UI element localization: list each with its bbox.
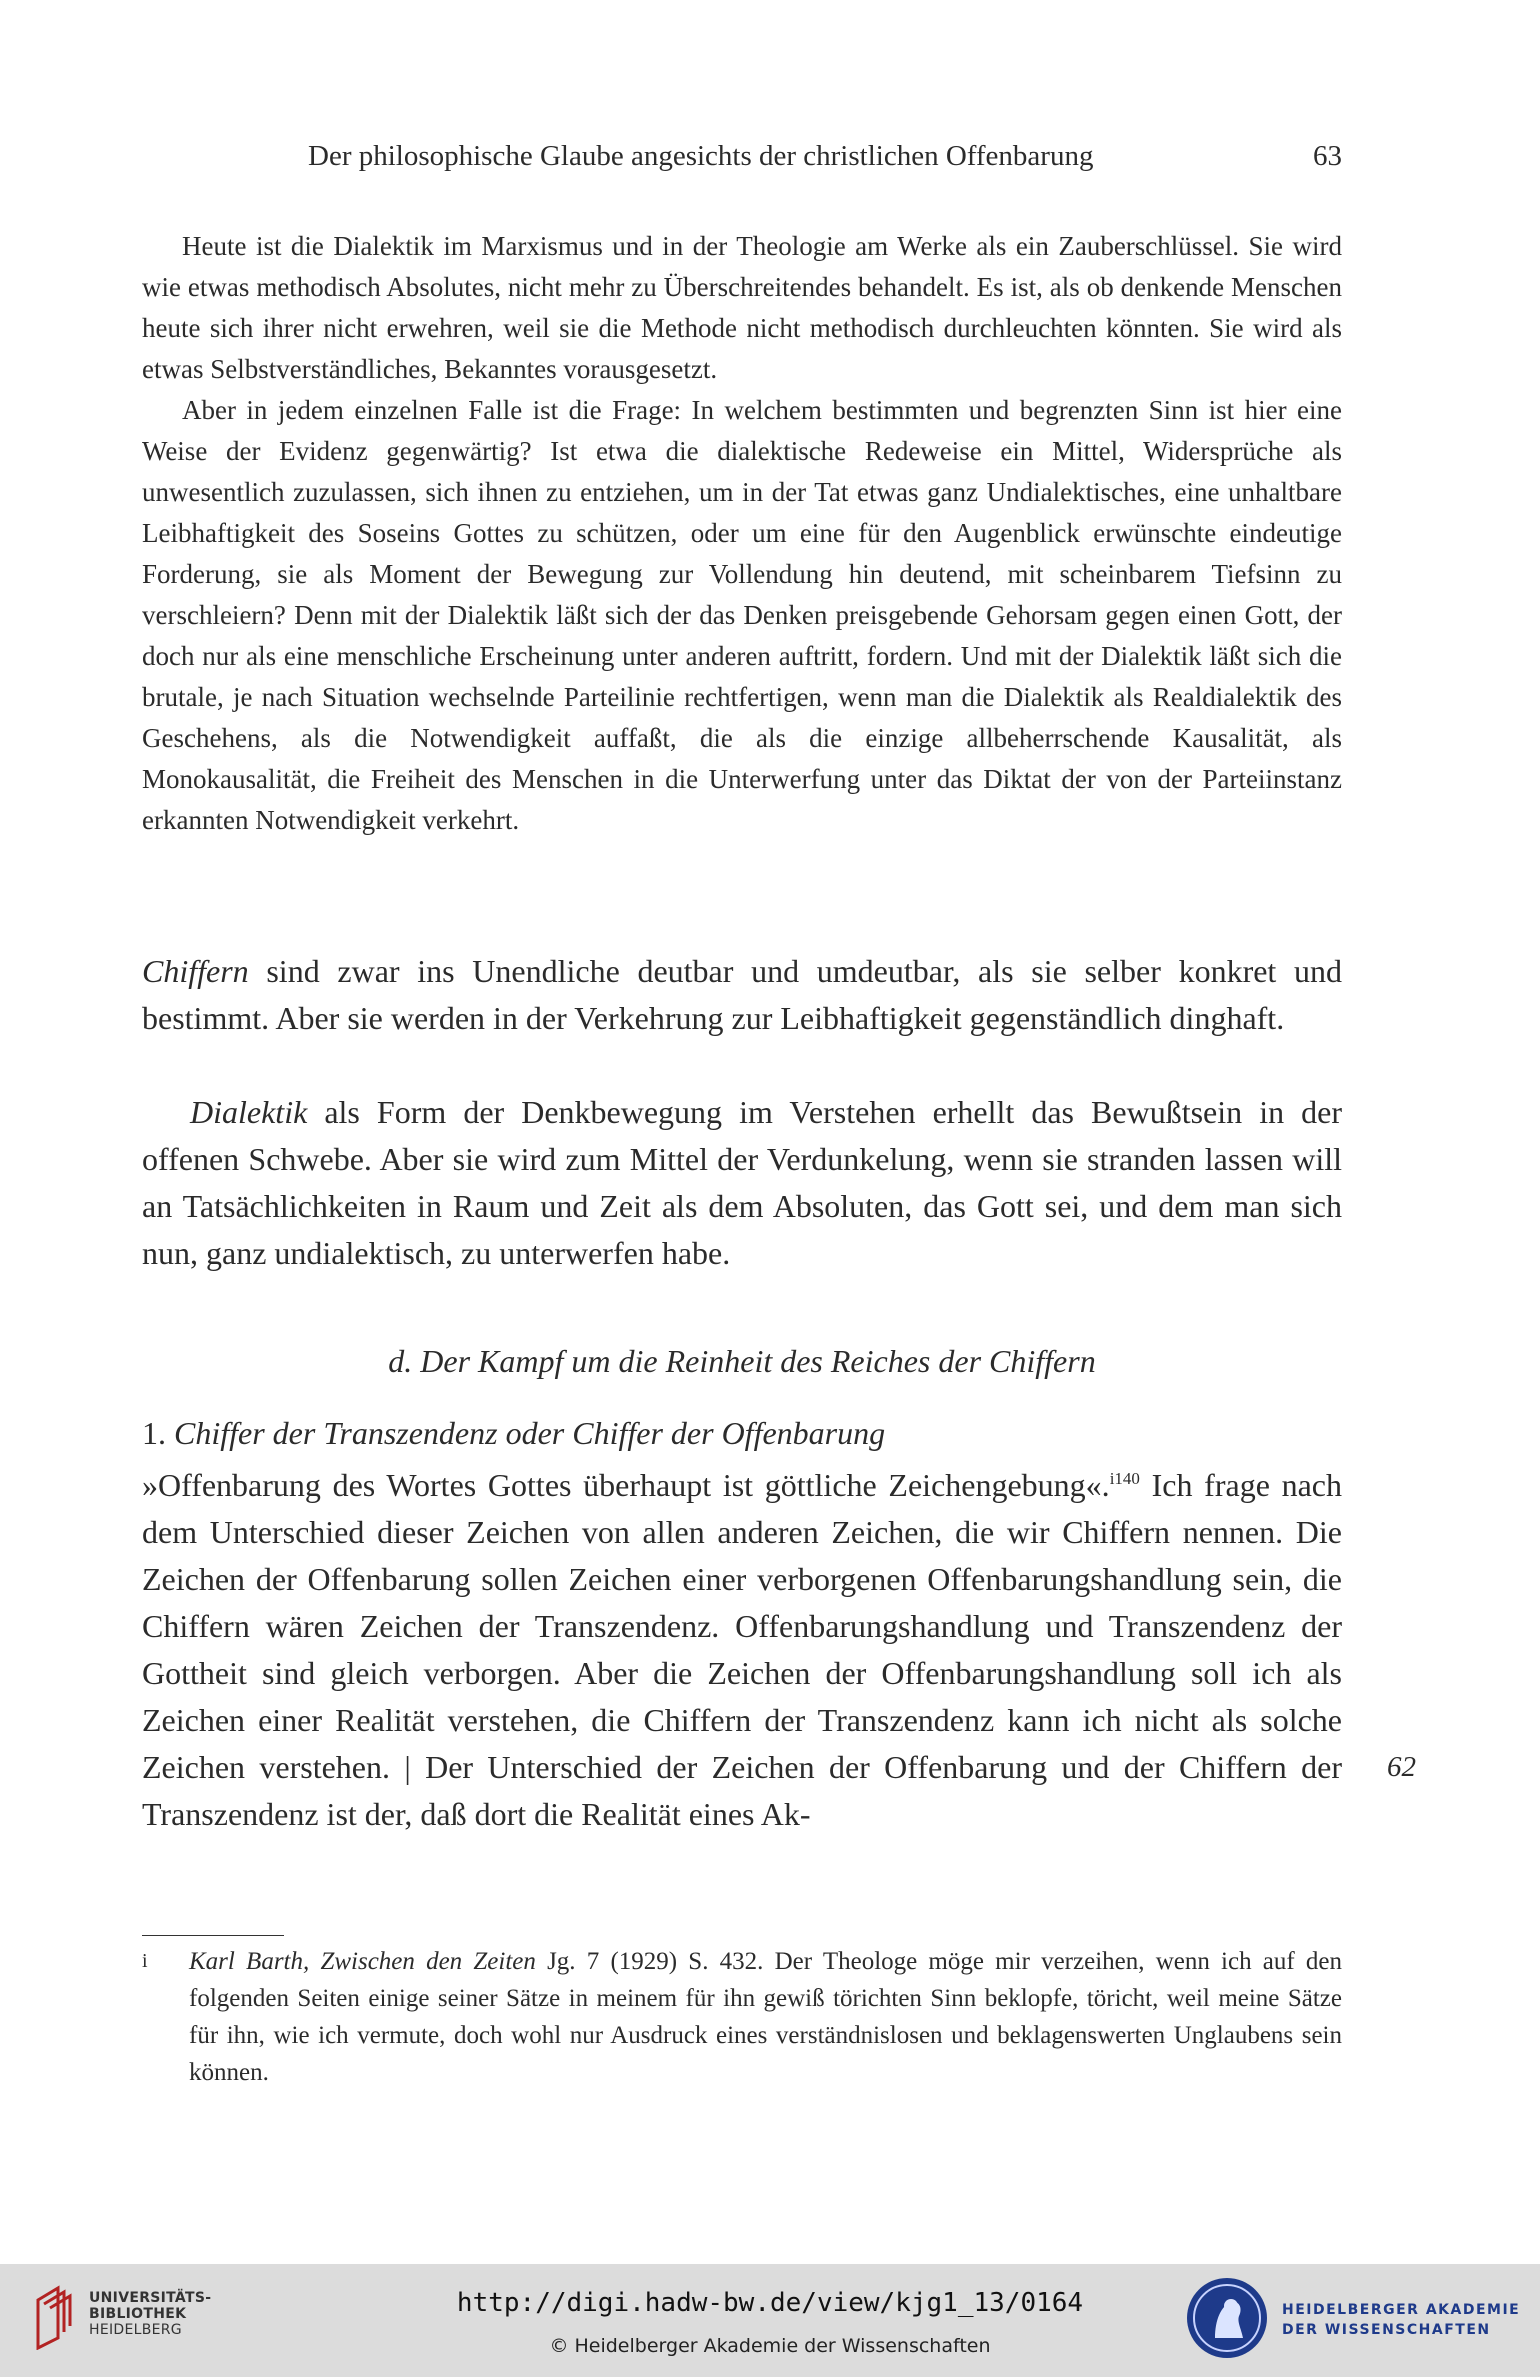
italic-term: Dialektik (190, 1094, 308, 1130)
running-title: Der philosophische Glaube angesichts der christlichen Offenbarung (308, 140, 1094, 172)
paragraph-offenbarung: »Offenbarung des Wortes Gottes überhaupt ist göttliche Zeichengebung«.$^{i140}$ Ich frage nach dem Unterschied dieser Zeichen von allen anderen Zeichen, die wir Chiffern nennen. Die Zeichen der Offenbarung sollen Zeichen einer verborgenen Offenbarungshandlung sein, die Chiffern wären Zeichen der Transzendenz. Offenbarungshandlung und Transzendenz der Gottheit sind gleich verborgen. Aber die Zeichen der Offenbarungshandlung soll ich als Zeichen einer Realität verstehen, die Chiffern der Transzendenz kann ich nicht als solche Zeichen verstehen. | Der Unterschied der Zeichen der Offenbarung und der Chiffern der Transzendenz ist der, daß dort die Realität eines Ak- (142, 1467, 1343, 1832)
italic-term: Chiffern (142, 953, 249, 989)
footnote-rule (142, 1935, 284, 1936)
footnote (142, 1943, 1342, 2091)
subsection-title: Chiffer der Transzendenz oder Chiffer der Offenbarung (174, 1415, 886, 1451)
footer-bar (0, 2264, 1540, 2377)
paragraph-dialektik: Dialektik als Form der Denkbewegung im Verstehen erhellt das Bewußtsein in der offenen Schwebe. Aber sie wird zum Mittel der Verdunkelung, wenn sie stranden lassen will an Tatsächlichkeiten in Raum und Zeit als dem Absoluten, das Gott sei, und dem man sich nun, ganz undialektisch, zu unterwerfen habe. (142, 1094, 1342, 1271)
subsection-number: 1. (142, 1415, 174, 1451)
quote: »Offenbarung des Wortes Gottes überhaupt ist göttliche Zeichengebung«. (142, 1467, 1110, 1503)
footnote-reference[interactable]: i140 (1109, 1469, 1140, 1488)
academy-seal-icon[interactable] (1185, 2276, 1269, 2360)
margin-page-number: 62 (1387, 1751, 1416, 1783)
section-title: d. Der Kampf um die Reinheit des Reiches der Chiffern (388, 1343, 1096, 1379)
permalink-url[interactable]: http://digi.hadw-bw.de/view/kjg1_13/0164 (456, 2288, 1084, 2318)
footnote-mark: i (142, 1950, 148, 1972)
copyright-notice: © Heidelberger Akademie der Wissenschaften (549, 2335, 991, 2357)
paragraph-chiffern: Chiffern sind zwar ins Unendliche deutbar und umdeutbar, als sie selber konkret und bestimmt. Aber sie werden in der Verkehrung zur Leibhaftigkeit gegenständlich dinghaft. (142, 953, 1342, 1036)
academy-name: HEIDELBERGER AKADEMIE DER WISSENSCHAFTEN (1282, 2302, 1521, 2338)
small-paragraph-2: Aber in jedem einzelnen Falle ist die Frage: In welchem bestimmten und begrenzten Sinn ist hier eine Weise der Evidenz gegenwärtig? Ist etwa die dialektische Redeweise ein Mittel, Widersprüche als unwesentlich zuzulassen, sich ihnen zu entziehen, um in der Tat etwas ganz Undialektisches, eine unhaltbare Leibhaftigkeit des Soseins Gottes zu schützen, oder um eine für den Augenblick erwünschte eindeutige Forderung, sie als Moment der Bewegung zur Vollendung hin deutend, mit scheinbarem Tiefsinn zu verschleiern? Denn mit der Dialektik läßt sich der das Denken preisgebende Gehorsam gegen einen Gott, der doch nur als eine menschliche Erscheinung unter anderen auftritt, fordern. Und mit der Dialektik läßt sich die brutale, je nach Situation wechselnde Parteilinie rechtfertigen, wenn man die Dialektik als Realdialektik des Geschehens, als die Notwendigkeit auffaßt, die als die einzige allbeherrschende Kausalität, als Monokausalität, die Freiheit des Menschen in die Unterwerfung unter das Diktat der von der Parteiinstanz erkannten Notwendigkeit verkehrt. (142, 395, 1342, 835)
footnote-citation: Karl Barth, Zwischen den Zeiten (189, 1948, 536, 1975)
footnote-body: Karl Barth, Zwischen den Zeiten Jg. 7 (1929) S. 432. Der Theologe möge mir verzeihen, wenn ich auf den folgenden Seiten einige seiner Sätze in meinem für ihn gewiß törichten Sinn beklopfe, töricht, weil meine Sätze für ihn, wie ich vermute, doch wohl nur Ausdruck eines verständnislosen und beklagenswerten Unglaubens sein können. (189, 1948, 1342, 2086)
page-number: 63 (1313, 140, 1342, 172)
university-library-name: UNIVERSITÄTS- BIBLIOTHEK HEIDELBERG (89, 2290, 212, 2338)
running-header (142, 140, 1342, 180)
small-paragraph-1: Heute ist die Dialektik im Marxismus und in der Theologie am Werke als ein Zauberschlüssel. Sie wird wie etwas methodisch Absolutes, nicht mehr zu Überschreitendes behandelt. Es ist, als ob denkende Menschen heute sich ihrer nicht erwehren, weil sie die Methode nicht methodisch durchleuchten könnten. Sie wird als etwas Selbstverständliches, Bekanntes vorausgesetzt. (142, 231, 1342, 384)
subsection-heading (142, 1415, 1342, 1452)
